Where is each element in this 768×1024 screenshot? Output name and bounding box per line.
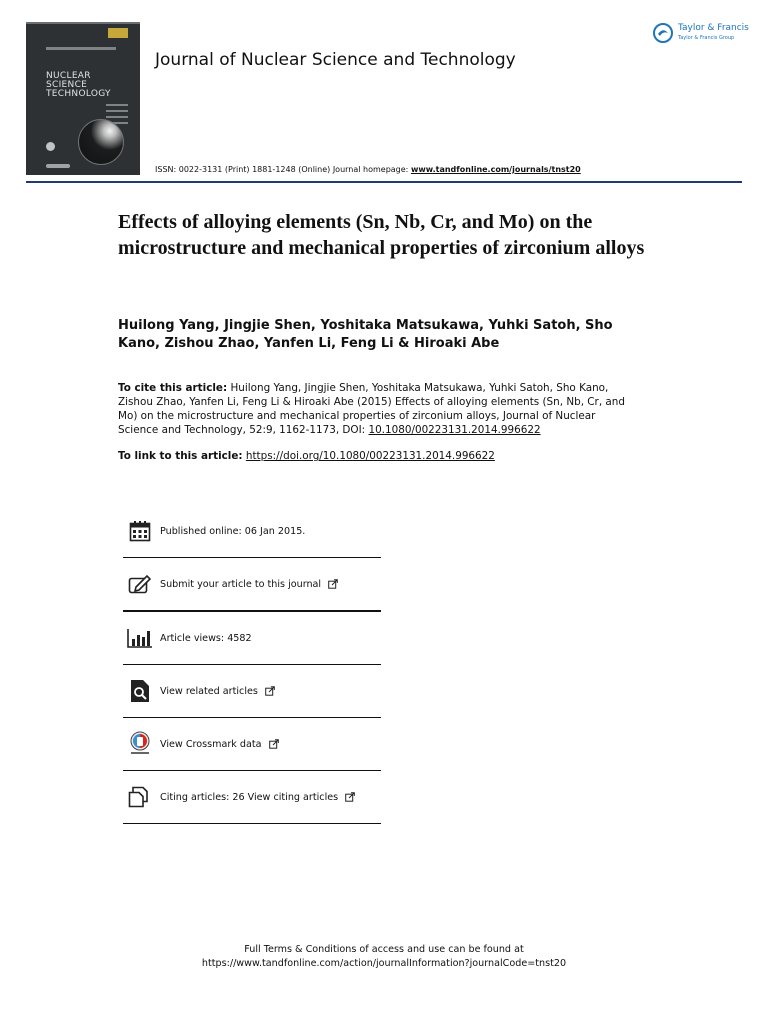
- article-authors: Huilong Yang, Jingjie Shen, Yoshitaka Matsukawa, Yuhki Satoh, Sho Kano, Zishou Zhao, Yanfen Li, Feng Li & Hiroaki Abe: [118, 318, 613, 351]
- article-views-text: Article views: 4582: [160, 632, 252, 644]
- citing-articles-icon: [127, 784, 153, 810]
- submit-article-row[interactable]: [123, 558, 381, 612]
- citation-label: To cite this article:: [118, 382, 228, 394]
- publisher-logo-icon: [653, 23, 673, 43]
- cover-title-line: TECHNOLOGY: [46, 89, 111, 99]
- crossmark-link[interactable]: [160, 739, 279, 750]
- issn-text: ISSN: 0022-3131 (Print) 1881-1248 (Online) Journal homepage:: [155, 165, 409, 174]
- cover-badge: [108, 28, 128, 38]
- article-title: Effects of alloying elements (Sn, Nb, Cr, and Mo) on the microstructure and mechanical properties of zirconium alloys: [118, 211, 645, 259]
- citation-text: Huilong Yang, Jingjie Shen, Yoshitaka Matsukawa, Yuhki Satoh, Sho Kano, Zishou Zhao, Yanfen Li, Feng Li & Hiroaki Abe (2015) Effects of alloying elements (Sn, Nb, Cr, and Mo) on the microstructure and mechanical properties of zirconium alloys, Journal of Nuclear Science and Technology, 52:9, 1162-1173, DOI:: [118, 382, 625, 436]
- article-metadata-list: [123, 505, 381, 824]
- issn-line: [155, 165, 581, 174]
- published-online-text: Published online: 06 Jan 2015.: [160, 525, 306, 537]
- submit-article-link[interactable]: [160, 579, 338, 590]
- footer-terms-link[interactable]: https://www.tandfonline.com/action/journalInformation?journalCode=tnst20: [201, 958, 567, 969]
- cover-publisher-mark: [46, 164, 70, 168]
- publisher-logo[interactable]: [653, 22, 749, 48]
- external-link-icon: [269, 739, 279, 749]
- published-online-row: [123, 505, 381, 558]
- submit-article-label: Submit your article to this journal: [160, 578, 322, 590]
- citation-doi-link[interactable]: 10.1080/00223131.2014.996622: [368, 424, 541, 436]
- calendar-icon: [127, 518, 153, 544]
- journal-cover-image: [26, 22, 140, 175]
- citing-articles-row[interactable]: [123, 771, 381, 824]
- article-doi-link[interactable]: https://doi.org/10.1080/00223131.2014.996622: [245, 450, 495, 462]
- footer-terms-text: Full Terms & Conditions of access and use can be found at: [244, 944, 524, 955]
- cover-title-line: NUCLEAR: [46, 71, 91, 81]
- cover-title-line: SCIENCE: [46, 80, 88, 90]
- publisher-name: Taylor & Francis: [678, 23, 749, 33]
- external-link-icon: [328, 579, 338, 589]
- cover-strip: [46, 47, 116, 50]
- journal-homepage-link[interactable]: www.tandfonline.com/journals/tnst20: [410, 165, 581, 174]
- related-search-icon: [127, 678, 153, 704]
- crossmark-label: View Crossmark data: [160, 738, 262, 750]
- cover-orb: [78, 119, 124, 165]
- external-link-icon: [265, 686, 275, 696]
- edit-icon: [127, 571, 153, 597]
- related-articles-link[interactable]: [160, 686, 275, 697]
- related-articles-row[interactable]: [123, 665, 381, 718]
- article-link-label: To link to this article:: [118, 450, 243, 462]
- article-views-row: [123, 612, 381, 665]
- crossmark-icon: [127, 731, 153, 757]
- bar-chart-icon: [127, 625, 153, 651]
- journal-title: Journal of Nuclear Science and Technology: [155, 50, 516, 70]
- related-articles-label: View related articles: [160, 685, 258, 697]
- crossmark-row[interactable]: [123, 718, 381, 771]
- publisher-group: Taylor & Francis Group: [678, 35, 735, 41]
- header-divider: [26, 181, 742, 183]
- article-link-block: [118, 449, 638, 463]
- citing-articles-label: Citing articles: 26 View citing articles: [160, 791, 339, 803]
- citation-block: [118, 381, 638, 437]
- cover-society-logo: [46, 142, 55, 151]
- external-link-icon: [345, 792, 355, 802]
- citing-articles-link[interactable]: [160, 792, 355, 803]
